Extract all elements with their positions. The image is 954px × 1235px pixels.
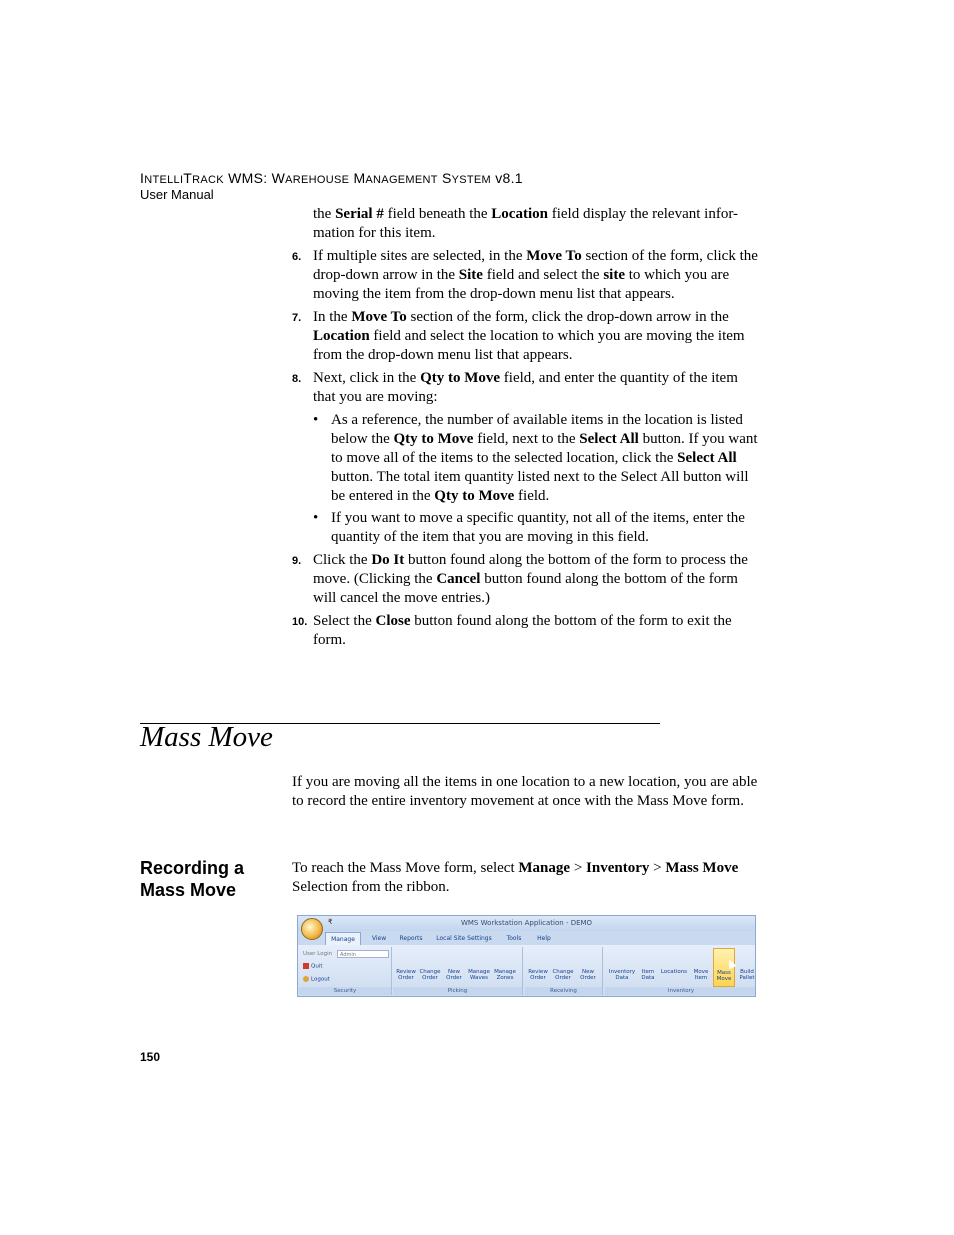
btn-line: Manage [494, 969, 516, 975]
step-number: 7. [292, 312, 302, 324]
step-10 [292, 612, 758, 650]
inventory-data-button[interactable] [607, 969, 637, 981]
btn-line: Order [422, 975, 438, 981]
bold-term: Do It [371, 552, 405, 568]
quit-button[interactable] [303, 963, 323, 970]
bold-term: Move To [351, 309, 407, 325]
bold-term: Serial # [335, 206, 384, 222]
bold-term: Manage [518, 860, 571, 876]
btn-line: Move [716, 976, 732, 982]
move-item-button[interactable] [691, 969, 711, 981]
bullet-item [313, 509, 758, 547]
btn-line: Review [396, 969, 416, 975]
btn-line: Order [530, 975, 546, 981]
tab-tools[interactable]: Tools [506, 935, 522, 942]
text: to which you are moving the item from the drop-down menu list that appears. [313, 267, 730, 302]
locations-button[interactable] [659, 969, 689, 975]
btn-line: Inventory [608, 969, 636, 975]
running-header-subtitle: User Manual [140, 187, 214, 202]
ribbon-tabs [325, 932, 755, 945]
ribbon-body [298, 945, 755, 997]
hdr-part: S [437, 170, 452, 186]
text: field and select the location to which you are moving the item from the drop-down menu list that appears. [313, 328, 745, 363]
btn-line: New [448, 969, 460, 975]
quick-access-toolbar-icon[interactable]: ₹ [328, 918, 333, 926]
manage-waves-button[interactable] [467, 969, 491, 981]
btn-line: Zones [496, 975, 514, 981]
text: field, next to the [473, 431, 580, 447]
tab-view[interactable]: View [371, 935, 387, 942]
btn-line: Move [693, 969, 709, 975]
hdr-part: WMS: W [223, 170, 286, 186]
text: Select the [313, 613, 376, 629]
tab-reports[interactable]: Reports [399, 935, 423, 942]
subsection-paragraph [292, 859, 758, 897]
receiving-change-order-button[interactable] [551, 969, 575, 981]
btn-line: Review [528, 969, 548, 975]
text: Click the [313, 552, 372, 568]
text: In the [313, 309, 352, 325]
text: button found along the bottom of the form to process the move. (Clicking the [313, 552, 748, 587]
logout-label: Logout [311, 976, 330, 983]
step-9 [292, 551, 758, 608]
text: section of the form, click the drop-down arrow in the [313, 248, 758, 283]
btn-line: Order [580, 975, 596, 981]
hdr-part: YSTEM [451, 174, 492, 186]
logout-button[interactable] [303, 976, 330, 983]
text: > [570, 860, 587, 876]
btn-line: Change [419, 969, 441, 975]
btn-line: Order [555, 975, 571, 981]
text: button found along the bottom of the form to exit the form. [313, 613, 732, 648]
bullet-glyph: • [313, 412, 319, 428]
bold-term: Select All [677, 450, 737, 466]
text: Next, click in the [313, 370, 421, 386]
bold-term: Inventory [586, 860, 650, 876]
section-intro: If you are moving all the items in one location to a new location, you are able to record the entire inventory movement at once with the Mass Move form. [292, 774, 758, 809]
group-picking [393, 947, 523, 995]
group-label: Picking [393, 987, 522, 995]
new-order-button[interactable] [443, 969, 465, 981]
group-inventory [605, 947, 756, 995]
text: field beneath the [383, 206, 492, 222]
receiving-review-order-button[interactable] [527, 969, 549, 981]
step-number: 8. [292, 373, 302, 385]
ribbon-screenshot [297, 915, 756, 997]
section-title: Mass Move [140, 721, 273, 753]
subsection-title: Recording a Mass Move [140, 858, 245, 900]
bold-term: site [603, 267, 626, 283]
text: field display the relevant infor-mation for this item. [313, 206, 739, 241]
manage-zones-button[interactable] [493, 969, 517, 981]
bullet-item [313, 411, 758, 506]
user-login-label: User Login [303, 951, 333, 957]
text: button found along the bottom of the form will cancel the move entries.) [313, 571, 738, 606]
hdr-part: T [183, 170, 193, 186]
user-login-combo[interactable]: Admin [337, 950, 389, 958]
bold-term: Location [491, 206, 548, 222]
review-order-button[interactable] [395, 969, 417, 981]
item-data-button[interactable] [639, 969, 657, 981]
text: field and select the [482, 267, 604, 283]
app-title: WMS Workstation Application - DEMO [460, 919, 593, 927]
btn-line: Locations [660, 969, 688, 975]
quit-label: Quit [311, 963, 323, 970]
running-header-title [140, 170, 523, 186]
step-7 [292, 308, 758, 365]
step-8 [292, 369, 758, 407]
hdr-part: ANAGEMENT [365, 174, 438, 186]
group-security [299, 947, 392, 995]
logout-icon [303, 976, 309, 982]
tab-local-site-settings[interactable]: Local Site Settings [436, 935, 492, 942]
text: If you want to move a specific quantity, not all of the items, enter the quantity of the item that you are moving in this field. [331, 510, 745, 545]
bold-term: Move To [526, 248, 582, 264]
quit-icon [303, 963, 309, 969]
text: button. If you want to move all of the items to the selected location, click the [331, 431, 758, 466]
btn-line: Order [398, 975, 414, 981]
text: field. [514, 488, 550, 504]
text: button. The total item quantity listed next to the Select All button will be entered in the [331, 469, 749, 504]
continuation-paragraph [313, 205, 758, 243]
text: Selection from the ribbon. [292, 879, 450, 895]
page-number: 150 [140, 1050, 161, 1064]
btn-line: Change [552, 969, 574, 975]
group-receiving [525, 947, 603, 995]
step-6 [292, 247, 758, 304]
bold-term: Select All [579, 431, 639, 447]
build-pallet-button[interactable] [737, 969, 756, 981]
hdr-part: v8.1 [491, 170, 523, 186]
btn-line: Item [694, 975, 708, 981]
bold-term: Qty to Move [393, 431, 474, 447]
text: If multiple sites are selected, in the [313, 248, 527, 264]
step-number: 10. [292, 616, 308, 628]
tab-help[interactable]: Help [537, 935, 551, 942]
bold-term: Qty to Move [420, 370, 501, 386]
bold-term: Location [313, 328, 370, 344]
bold-term: Site [458, 267, 483, 283]
btn-line: Build [740, 969, 754, 975]
group-label: Inventory [605, 987, 756, 995]
receiving-new-order-button[interactable] [577, 969, 599, 981]
hdr-part: I [140, 170, 145, 186]
bold-term: Close [375, 613, 411, 629]
step-number: 6. [292, 251, 302, 263]
text: the [313, 206, 336, 222]
group-label: Receiving [525, 987, 602, 995]
bold-term: Cancel [436, 571, 481, 587]
btn-line: Order [446, 975, 462, 981]
btn-line: Data [615, 975, 629, 981]
text: As a reference, the number of available items in the location is listed below the [331, 412, 743, 447]
text: To reach the Mass Move form, select [292, 860, 519, 876]
hdr-part: M [349, 170, 366, 186]
tab-manage[interactable]: Manage [325, 932, 361, 945]
btn-line: Mass [717, 970, 731, 976]
btn-line: Manage [468, 969, 490, 975]
btn-line: Waves [470, 975, 488, 981]
text: > [649, 860, 666, 876]
ribbon-titlebar [298, 916, 755, 931]
btn-line: Pallet [739, 975, 755, 981]
hdr-part: RACK [192, 174, 224, 186]
change-order-button[interactable] [419, 969, 441, 981]
bold-term: Qty to Move [434, 488, 515, 504]
text: section of the form, click the drop-down arrow in the [406, 309, 729, 325]
office-orb-icon[interactable] [301, 918, 323, 940]
btn-line: Data [641, 975, 655, 981]
bold-term: Mass Move [665, 860, 739, 876]
btn-line: Item [641, 969, 655, 975]
bullet-glyph: • [313, 510, 319, 526]
step-number: 9. [292, 555, 302, 567]
btn-line: New [582, 969, 594, 975]
hdr-part: NTELLI [144, 174, 184, 186]
text: field, and enter the quantity of the item that you are moving: [313, 370, 738, 405]
group-label: Security [299, 987, 391, 995]
hdr-part: AREHOUSE [285, 174, 350, 186]
